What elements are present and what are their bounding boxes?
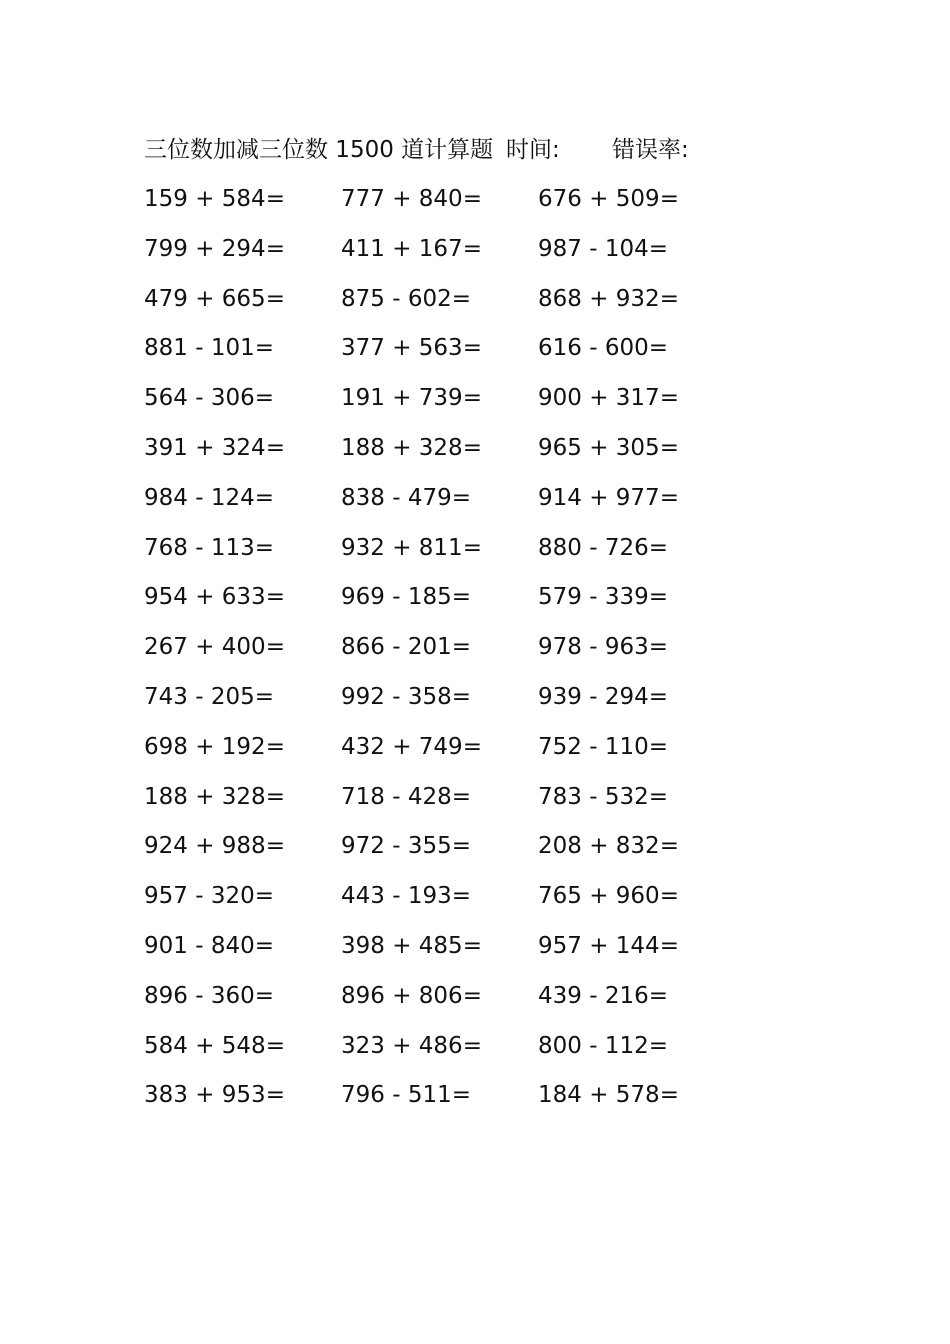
time-label: 时间: xyxy=(506,137,560,163)
problem-cell: 184 + 578= xyxy=(538,1082,679,1109)
problem-cell: 924 + 988= xyxy=(144,833,285,860)
problem-cell: 914 + 977= xyxy=(538,484,679,511)
worksheet-title: 三位数加减三位数 1500 道计算题 xyxy=(144,137,494,163)
problem-cell: 584 + 548= xyxy=(144,1032,285,1059)
problem-cell: 765 + 960= xyxy=(538,883,679,910)
problem-cell: 752 - 110= xyxy=(538,733,668,760)
worksheet-header xyxy=(144,133,689,167)
problem-cell: 972 - 355= xyxy=(341,833,471,860)
problem-cell: 932 + 811= xyxy=(341,534,482,561)
problem-cell: 676 + 509= xyxy=(538,186,679,212)
problem-cell: 969 - 185= xyxy=(341,584,471,611)
problem-cell: 777 + 840= xyxy=(341,186,482,212)
problem-cell: 188 + 328= xyxy=(144,783,285,810)
problem-cell: 743 - 205= xyxy=(144,683,274,710)
problem-cell: 432 + 749= xyxy=(341,733,482,760)
problem-cell: 398 + 485= xyxy=(341,932,482,959)
problem-cell: 616 - 600= xyxy=(538,335,668,362)
problem-cell: 377 + 563= xyxy=(341,335,482,362)
problem-cell: 978 - 963= xyxy=(538,634,668,661)
problem-cell: 768 - 113= xyxy=(144,534,274,561)
problem-cell: 159 + 584= xyxy=(144,186,285,212)
problem-cell: 900 + 317= xyxy=(538,385,679,412)
problem-cell: 564 - 306= xyxy=(144,385,274,412)
problem-cell: 957 - 320= xyxy=(144,883,274,910)
problem-cell: 479 + 665= xyxy=(144,285,285,312)
problem-cell: 718 - 428= xyxy=(341,783,471,810)
problem-cell: 875 - 602= xyxy=(341,285,471,312)
problem-cell: 208 + 832= xyxy=(538,833,679,860)
problem-cell: 383 + 953= xyxy=(144,1082,285,1109)
problem-cell: 800 - 112= xyxy=(538,1032,668,1059)
problem-cell: 957 + 144= xyxy=(538,932,679,959)
problem-cell: 698 + 192= xyxy=(144,733,285,760)
problem-cell: 901 - 840= xyxy=(144,932,274,959)
problem-cell: 965 + 305= xyxy=(538,434,679,461)
problem-cell: 579 - 339= xyxy=(538,584,668,611)
problem-cell: 267 + 400= xyxy=(144,634,285,661)
problem-cell: 411 + 167= xyxy=(341,235,482,262)
error-rate-label: 错误率: xyxy=(612,137,689,163)
problem-grid xyxy=(144,182,744,1128)
problem-cell: 881 - 101= xyxy=(144,335,274,362)
problem-cell: 896 + 806= xyxy=(341,982,482,1009)
problem-cell: 866 - 201= xyxy=(341,634,471,661)
problem-cell: 984 - 124= xyxy=(144,484,274,511)
problem-cell: 992 - 358= xyxy=(341,683,471,710)
problem-cell: 838 - 479= xyxy=(341,484,471,511)
problem-cell: 323 + 486= xyxy=(341,1032,482,1059)
problem-cell: 868 + 932= xyxy=(538,285,679,312)
problem-cell: 188 + 328= xyxy=(341,434,482,461)
problem-cell: 391 + 324= xyxy=(144,434,285,461)
problem-cell: 191 + 739= xyxy=(341,385,482,412)
problem-cell: 954 + 633= xyxy=(144,584,285,611)
problem-cell: 443 - 193= xyxy=(341,883,471,910)
problem-cell: 939 - 294= xyxy=(538,683,668,710)
problem-cell: 987 - 104= xyxy=(538,235,668,262)
problem-cell: 783 - 532= xyxy=(538,783,668,810)
problem-cell: 439 - 216= xyxy=(538,982,668,1009)
problem-cell: 796 - 511= xyxy=(341,1082,471,1109)
problem-cell: 799 + 294= xyxy=(144,235,285,262)
problem-cell: 880 - 726= xyxy=(538,534,668,561)
problem-cell: 896 - 360= xyxy=(144,982,274,1009)
